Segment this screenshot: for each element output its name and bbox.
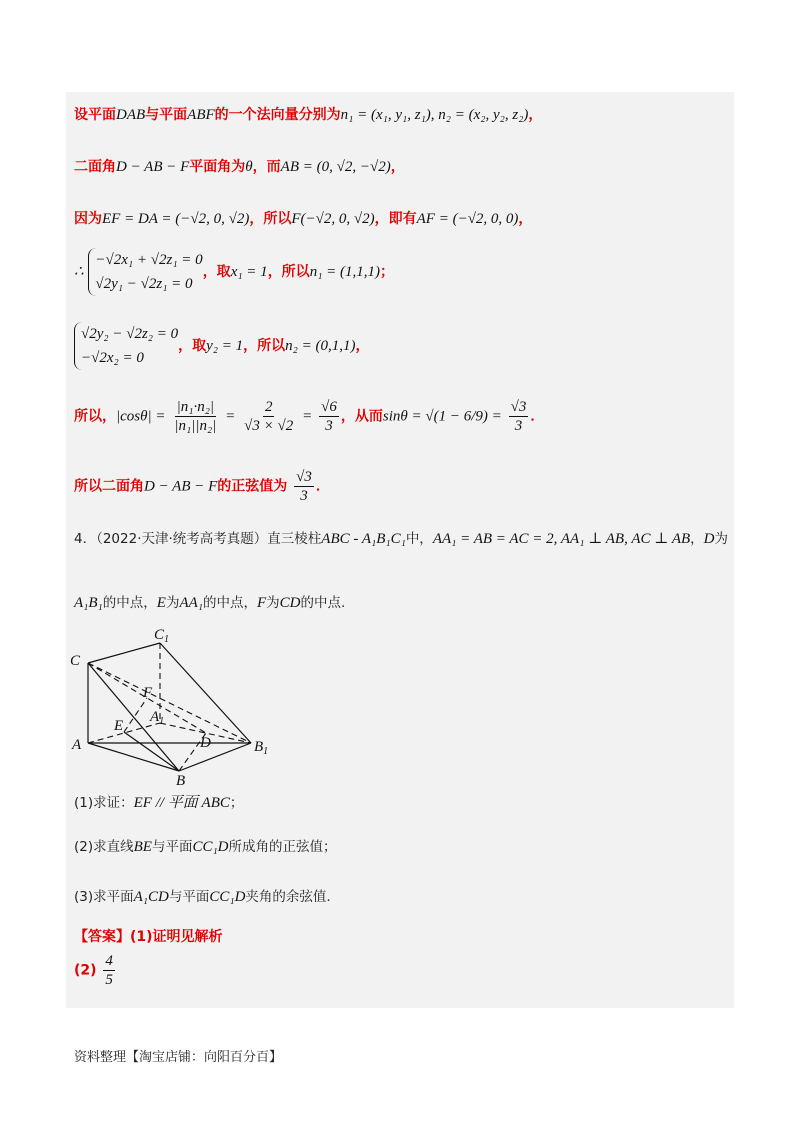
solution-line-6: 所以，|cosθ| = $\frac{\text{|n₁·n₂|}}{\text{|n₁||n₂|}}$ = $\frac{2}{√3 \times √2}$ = $\frac{√6}{3}$ ，从而sinθ = √(1 − 6/9) = $\frac{√3}{3}$ ． (74, 399, 545, 434)
solution-line-1: 设平面DAB与平面ABF的一个法向量分别为n₁ = (x₁, y₁, z₁), n₂ = (x₂, y₂, z₂)， (74, 107, 543, 123)
question-3: (3)求平面A₁CD与平面CC₁D夹角的余弦值. (74, 889, 331, 905)
equation-system-1: −√2x₁ + √2z₁ = 0 √2y₁ − √2z₁ = 0 (88, 248, 202, 296)
fraction-root6-over-3: $\frac{√6}{3}$ (321, 399, 337, 434)
label-d: D (200, 735, 211, 751)
page-footer: 资料整理【淘宝店铺：向阳百分百】 (74, 1050, 283, 1065)
edge-a-b (88, 743, 179, 771)
question-2: (2)求直线BE与平面CC₁D所成角的正弦值； (74, 839, 337, 855)
solution-line-2: 二面角D − AB − F平面角为θ，而AB = (0, √2, −√2)， (74, 159, 405, 175)
fraction-two-over-root: $\frac{2}{√3 \times √2}$ (244, 399, 294, 434)
edge-c-b1-hidden (88, 663, 251, 743)
label-c: C (70, 653, 81, 669)
answer-line-2: (2) $\frac{4}{5}$ (74, 953, 113, 988)
solution-line-3: 因为EF = DA = (−√2, 0, √2)，所以F(−√2, 0, √2)，即有AF = (−√2, 0, 0)， (74, 211, 533, 227)
fraction-final-sine: $\frac{√3}{3}$ (296, 469, 312, 504)
question-1: (1)求证：EF // 平面 ABC； (74, 795, 244, 811)
edge-c-b (88, 663, 179, 771)
edge-c1-b1 (160, 643, 251, 743)
label-c1: $C_1$ (154, 627, 170, 645)
solution-line-7: 所以二面角D − AB − F的正弦值为 $\frac{√3}{3}$ ． (74, 469, 330, 504)
answer-fraction: $\frac{4}{5}$ (105, 953, 113, 988)
edge-c-c1 (88, 643, 160, 663)
label-b: B (176, 773, 186, 785)
solution-line-4: ∴ −√2x₁ + √2z₁ = 0 √2y₁ − √2z₁ = 0，取x₁ = 1，所以n₁ = (1,1,1)； (74, 248, 394, 296)
answer-line-1: 【答案】(1)证明见解析 (74, 929, 223, 945)
answer-tag: 【答案】 (74, 929, 130, 945)
label-e: E (114, 718, 124, 734)
label-a: A (72, 737, 82, 753)
problem-line-1: 4．（2022·天津·统考高考真题）直三棱柱ABC - A₁B₁C₁中，AA₁ = AB = AC = 2, AA₁ ⊥ AB, AC ⊥ AB，D为 (74, 531, 728, 547)
fraction-root3-over-3: $\frac{√3}{3}$ (510, 399, 527, 434)
label-b1: $B_1$ (254, 739, 269, 757)
prism-figure (66, 625, 286, 785)
edge-b-b1 (179, 743, 251, 771)
problem-line-2: A₁B₁的中点，E为AA₁的中点，F为CD的中点. (74, 595, 346, 611)
equation-system-2: √2y₂ − √2z₂ = 0 −√2x₂ = 0 (74, 322, 178, 370)
label-a1: $A_1$ (150, 709, 165, 727)
fraction-cos-formula: $\frac{\text{|n₁·n₂|}}{\text{|n₁||n₂|}}$ (174, 399, 217, 434)
solution-line-5: √2y₂ − √2z₂ = 0 −√2x₂ = 0，取y₂ = 1，所以n₂ = (0,1,1)， (74, 322, 369, 370)
edge-e-f-hidden (124, 698, 147, 732)
label-f: F (143, 685, 153, 701)
edge-a-a1-hidden (88, 723, 160, 743)
